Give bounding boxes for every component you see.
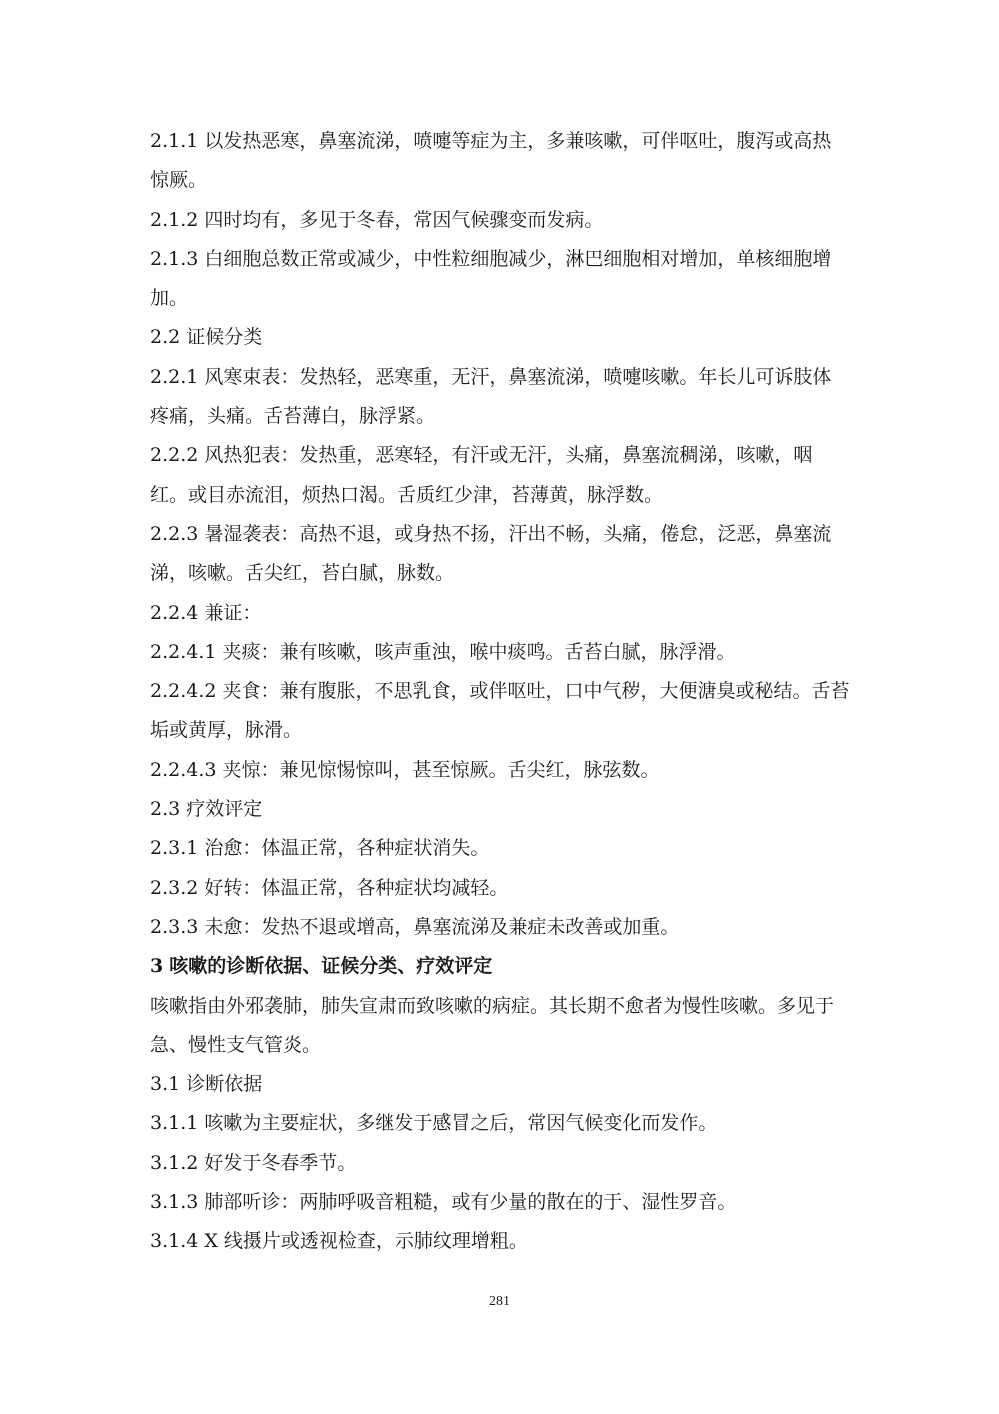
paragraph-3-1-4 bbox=[150, 1222, 850, 1261]
heading-2-2 bbox=[150, 318, 850, 357]
paragraph-2-1-1 bbox=[150, 122, 850, 201]
section-number: 2.2.4.2 bbox=[150, 680, 217, 703]
heading-text: 诊断依据 bbox=[186, 1073, 263, 1096]
paragraph-text: 夹食：兼有腹胀，不思乳食，或伴呕吐，口中气秽，大便溏臭或秘结。舌苔垢或黄厚，脉滑。 bbox=[150, 680, 850, 742]
heading-3-1 bbox=[150, 1065, 850, 1104]
section-number: 2.1.2 bbox=[150, 208, 199, 231]
section-number: 2.1.3 bbox=[150, 247, 199, 270]
paragraph-2-1-2 bbox=[150, 201, 850, 240]
paragraph-text: X 线摄片或透视检查，示肺纹理增粗。 bbox=[204, 1230, 528, 1253]
section-number: 2.2.4.1 bbox=[150, 640, 217, 663]
paragraph-text: 以发热恶寒，鼻塞流涕，喷嚏等症为主，多兼咳嗽，可伴呕吐，腹泻或高热惊厥。 bbox=[150, 130, 832, 192]
heading-text: 咳嗽的诊断依据、证候分类、疗效评定 bbox=[169, 955, 493, 978]
section-number: 2.3 bbox=[150, 798, 181, 821]
paragraph-text: 夹痰：兼有咳嗽，咳声重浊，喉中痰鸣。舌苔白腻，脉浮滑。 bbox=[222, 640, 736, 663]
section-number: 3.1.2 bbox=[150, 1151, 199, 1174]
paragraph-2-2-3 bbox=[150, 515, 850, 594]
section-number: 3.1.4 bbox=[150, 1230, 199, 1253]
paragraph-2-2-4-3 bbox=[150, 751, 850, 790]
paragraph-text: 肺部听诊：两肺呼吸音粗糙，或有少量的散在的于、湿性罗音。 bbox=[204, 1191, 737, 1214]
paragraph-text: 风寒束表：发热轻，恶寒重，无汗，鼻塞流涕，喷嚏咳嗽。年长儿可诉肢体疼痛，头痛。舌苔薄白，脉浮紧。 bbox=[150, 365, 832, 428]
paragraph-text: 好发于冬春季节。 bbox=[204, 1151, 357, 1174]
paragraph-text: 风热犯表：发热重，恶寒轻，有汗或无汗，头痛，鼻塞流稠涕，咳嗽，咽红。或目赤流泪，烦热口渴。舌质红少津，苔薄黄，脉浮数。 bbox=[150, 444, 813, 506]
section-number: 2.2.1 bbox=[150, 365, 199, 388]
paragraph-text: 好转：体温正常，各种症状均减轻。 bbox=[204, 876, 509, 899]
heading-text: 证候分类 bbox=[186, 326, 263, 349]
section-number: 2.3.1 bbox=[150, 837, 199, 860]
paragraph-cough-intro bbox=[150, 987, 850, 1066]
paragraph-2-3-3 bbox=[150, 908, 850, 947]
paragraph-2-1-3 bbox=[150, 240, 850, 319]
heading-text: 疗效评定 bbox=[186, 798, 263, 821]
section-number: 2.2.4 bbox=[150, 601, 199, 624]
section-number: 3 bbox=[150, 955, 164, 978]
paragraph-3-1-1 bbox=[150, 1104, 850, 1143]
section-number: 3.1.3 bbox=[150, 1191, 199, 1214]
paragraph-text: 夹惊：兼见惊惕惊叫，甚至惊厥。舌尖红，脉弦数。 bbox=[222, 758, 660, 781]
section-number: 2.3.2 bbox=[150, 876, 199, 899]
paragraph-text: 兼证： bbox=[204, 601, 262, 624]
paragraph-2-2-4 bbox=[150, 594, 850, 633]
document-body bbox=[150, 122, 850, 1262]
section-number: 2.1.1 bbox=[150, 130, 199, 152]
section-number: 2.2.2 bbox=[150, 444, 199, 467]
paragraph-text: 暑湿袭表：高热不退，或身热不扬，汗出不畅，头痛，倦怠，泛恶，鼻塞流涕，咳嗽。舌尖红，苔白腻，脉数。 bbox=[150, 522, 832, 585]
section-number: 2.2.4.3 bbox=[150, 758, 217, 781]
paragraph-2-2-4-2 bbox=[150, 672, 850, 751]
paragraph-2-2-4-1 bbox=[150, 633, 850, 672]
paragraph-text: 咳嗽为主要症状，多继发于感冒之后，常因气候变化而发作。 bbox=[204, 1112, 718, 1135]
paragraph-3-1-2 bbox=[150, 1144, 850, 1183]
section-number: 2.2 bbox=[150, 326, 181, 349]
paragraph-text: 未愈：发热不退或增高，鼻塞流涕及兼症未改善或加重。 bbox=[204, 915, 680, 938]
paragraph-text: 治愈：体温正常，各种症状消失。 bbox=[204, 837, 490, 860]
paragraph-text: 白细胞总数正常或减少，中性粒细胞减少，淋巴细胞相对增加，单核细胞增加。 bbox=[150, 247, 832, 310]
section-number: 2.3.3 bbox=[150, 915, 199, 938]
paragraph-2-2-2 bbox=[150, 436, 850, 515]
page-number: 281 bbox=[489, 1294, 510, 1309]
section-number: 2.2.3 bbox=[150, 522, 199, 545]
section-number: 3.1.1 bbox=[150, 1112, 199, 1135]
paragraph-2-3-2 bbox=[150, 869, 850, 908]
section-number: 3.1 bbox=[150, 1073, 181, 1096]
paragraph-2-2-1 bbox=[150, 358, 850, 437]
paragraph-3-1-3 bbox=[150, 1183, 850, 1222]
paragraph-text: 四时均有，多见于冬春，常因气候骤变而发病。 bbox=[204, 208, 604, 231]
heading-3 bbox=[150, 947, 850, 986]
paragraph-text: 咳嗽指由外邪袭肺，肺失宣肃而致咳嗽的病症。其长期不愈者为慢性咳嗽。多见于急、慢性支气管炎。 bbox=[150, 994, 835, 1056]
heading-2-3 bbox=[150, 790, 850, 829]
paragraph-2-3-1 bbox=[150, 829, 850, 868]
